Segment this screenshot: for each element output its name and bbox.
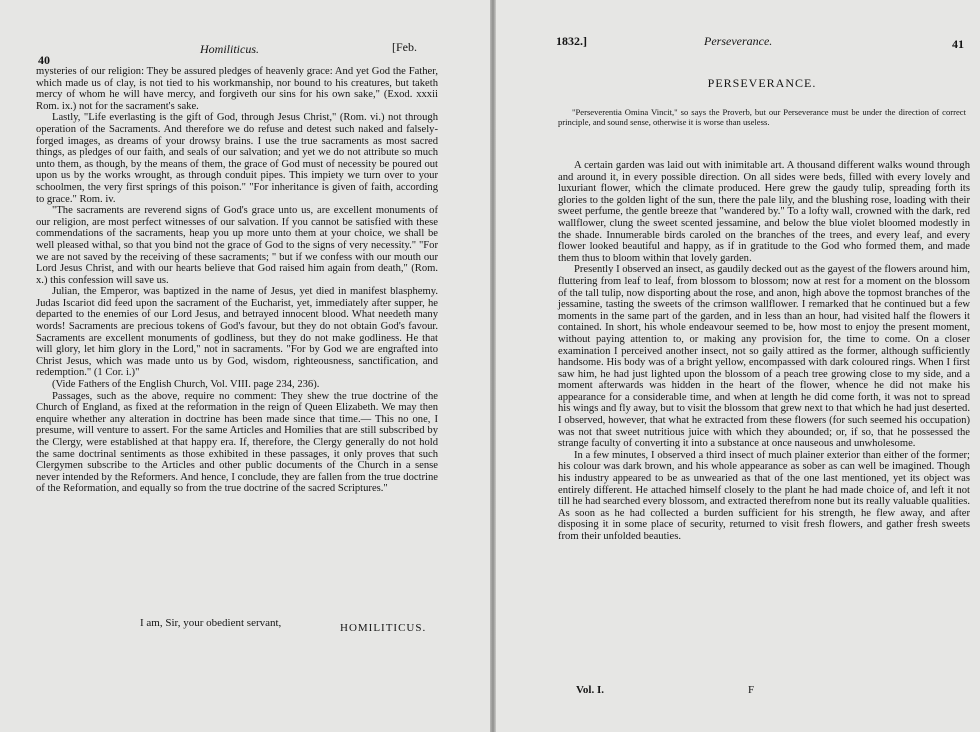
signature-mark: F — [748, 684, 755, 696]
left-page-number: 40 — [38, 53, 50, 67]
left-citation: (Vide Fathers of the English Church, Vol. VIII. page 234, 236). — [52, 379, 320, 391]
letter-signoff: I am, Sir, your obedient servant, — [140, 617, 282, 629]
volume-footer: Vol. I. — [576, 684, 605, 696]
right-page-number: 41 — [952, 37, 964, 51]
left-running-date: [Feb. — [392, 40, 417, 54]
left-body-text — [36, 66, 438, 495]
article-title: PERSEVERANCE. — [707, 76, 817, 90]
letter-signature: HOMILITICUS. — [340, 622, 427, 634]
right-running-head — [496, 34, 980, 52]
left-paragraph: Passages, such as the above, require no comment: They shew the true doctrine of the Church of England, as fixed at the reformation in the reign of Queen Elizabeth. We may then enquire whether any alteration in doctrine has been made since that time.— This no one, I presume, will venture to assert. For the same Articles and Homilies that are still subscribed by the Clergy, were established at that happy era. If, therefore, the Clergy generally do not hold the same doctrinal sentiments as those exhibited in these passages, it only proves that such Clergymen subscribe to the Articles and other public documents of the Church in a sense never intended by the Reformers. And hence, I conclude, they are fallen from the true doctrine of the Reformation, and equally so from the true doctrine of the sacred Scriptures." — [36, 390, 438, 495]
left-paragraph: mysteries of our religion: They be assured pledges of heavenly grace: And yet God the Father, which made us of clay, is not tied to his workmanship, nor bound to his creatures, but taketh mercy of whom he will have mercy, and forgiveth our sins for his own sake," (Exod. xxxii Rom. ix.) not for the sacrament's sake. — [36, 66, 438, 112]
right-paragraph: Presently I observed an insect, as gaudily decked out as the gayest of the flowers around him, fluttering from leaf to leaf, from blossom to blossom; now at rest for a moment on the blossom of the tall tulip, now disporting about the rose, and anon, high above the topmost branches of the jessamine, tasting the sweets of the crimson wallflower. I remarked that he continued but a few moments in the same part of the garden, and in less than an hour, had visited half the flowers it contained. In short, his whole endeavour seemed to be, how most to enjoy the present moment, without paying attention to, or making any provision for, the time to come. On a closer examination I perceived another insect, not so gaily attired as the former, although sufficiently handsome. His body was of a bright yellow, encompassed with dark coloured rings. When I first saw him, he had just lighted upon the blossom of a peach tree growing close to my side, and a moment afterwards was hidden in the heart of the flower, whence he did not make his appearance for a considerable time, and when at length he did come forth, it was not to spread his wings and fly away, but to visit the blossom that grew next to that which he had just deserted. I observed, however, that what he extracted from these flowers (for such seemed his occupation) was not that sweet nutritious juice with which they abounded; or, if so, that he possessed the strange faculty of converting it into a substance at once nauseous and unwholesome. — [558, 264, 970, 450]
epigraph-text: "Perseverentia Omina Vincit," so says the Proverb, but our Perseverance must be under the direction of correct principle, and sound sense, otherwise it is worse than useless. — [558, 107, 966, 127]
left-paragraph: Lastly, "Life everlasting is the gift of God, through Jesus Christ," (Rom. vi.) not through operation of the Sacraments. And therefore we do refuse and detest such naked and falsely-forged images, as dreams of your drowsy brains. I use the true sacraments as most sacred things, as pledges of our faith, and seals of our salvation; and yet we do not attribute so much unto them, as though, by the means of them, the grace of God must of necessity be poured out upon us by the works wrought, as through conduit pipes. This impiety we turn over to your schoolmen, the very first springs of this poison." "For inheritance is given of faith, according to grace." Rom. iv. — [36, 112, 438, 205]
left-paragraph: "The sacraments are reverend signs of God's grace unto us, are excellent monuments of our religion, are most perfect witnesses of our salvation. If you cannot be satisfied with these commendations of the sacraments, heap you up more unto them at your choice, we shall be well pleased withal, so that you bind not the grace of God to the signs of very necessity." "For we are not saved by the receiving of these sacraments; " but if we confess with our mouth our Lord Jesus Christ, and with our hearts believe that God raised him again from death," (Rom. x.) this confession will save us. — [36, 205, 438, 286]
right-body-text — [558, 160, 970, 543]
left-running-head — [0, 40, 490, 67]
left-paragraph: Julian, the Emperor, was baptized in the name of Jesus, yet died in manifest blasphemy. Judas Iscariot did feed upon the sacrament of the Eucharist, yet, immediately after supper, he departed to the enemies of our Lord Jesus, and betrayed innocent blood. What needeth many words! Sacraments are precious tokens of God's favour, but they do not obtain God's favour. Sacraments are excellent monuments of godliness, but they do not make godliness. He that will glory, let him glory in the Lord," not in sacraments. "For by God we are engrafted into Christ Jesus, which was made unto us by God, wisdom, righteousness, sanctification, and redemption." (1 Cor. i.)" — [36, 286, 438, 379]
right-paragraph: A certain garden was laid out with inimitable art. A thousand different walks wound through and around it, in every possible direction. On all sides were beds, filled with every lovely and luxuriant flower, which the climate produced. Here grew the gaudy tulip, spreading forth its glories to the golden light of the sun, there the pale lily, and the blushing rose, loading with their sweet perfume, the gentle breeze that "wandered by." To a lofty wall, crowned with the dark, red wallflower, clung the sweet scented jessamine, and below the blue violet bloomed modestly in the shade. Innumerable birds caroled on the branches of the trees, and every leaf, and every flower looked beautiful and happy, as if in gratitude to the God who formed them, and made them thus to bloom within that lovely garden. — [558, 160, 970, 264]
right-running-date: 1832.] — [556, 34, 587, 48]
right-paragraph: In a few minutes, I observed a third insect of much plainer exterior than either of the former; his colour was dark brown, and his whole appearance as sober as can well be imagined. Though his industry appeared to be as unwearied as that of the one last mentioned, yet its object was entirely different. He attached himself closely to the plant he had made choice of, and left it not till he had searched every blossom, and extracted therefrom none but its really valuable qualities. As soon as he had collected a burden sufficient for his strength, he flew away, and after disposing it in some place of security, returned to visit fresh flowers, and gather fresh sweets from their unfolded beauties. — [558, 449, 970, 542]
article-epigraph — [558, 108, 966, 127]
right-running-title: Perseverance. — [704, 34, 773, 48]
left-running-title: Homiliticus. — [200, 42, 259, 56]
